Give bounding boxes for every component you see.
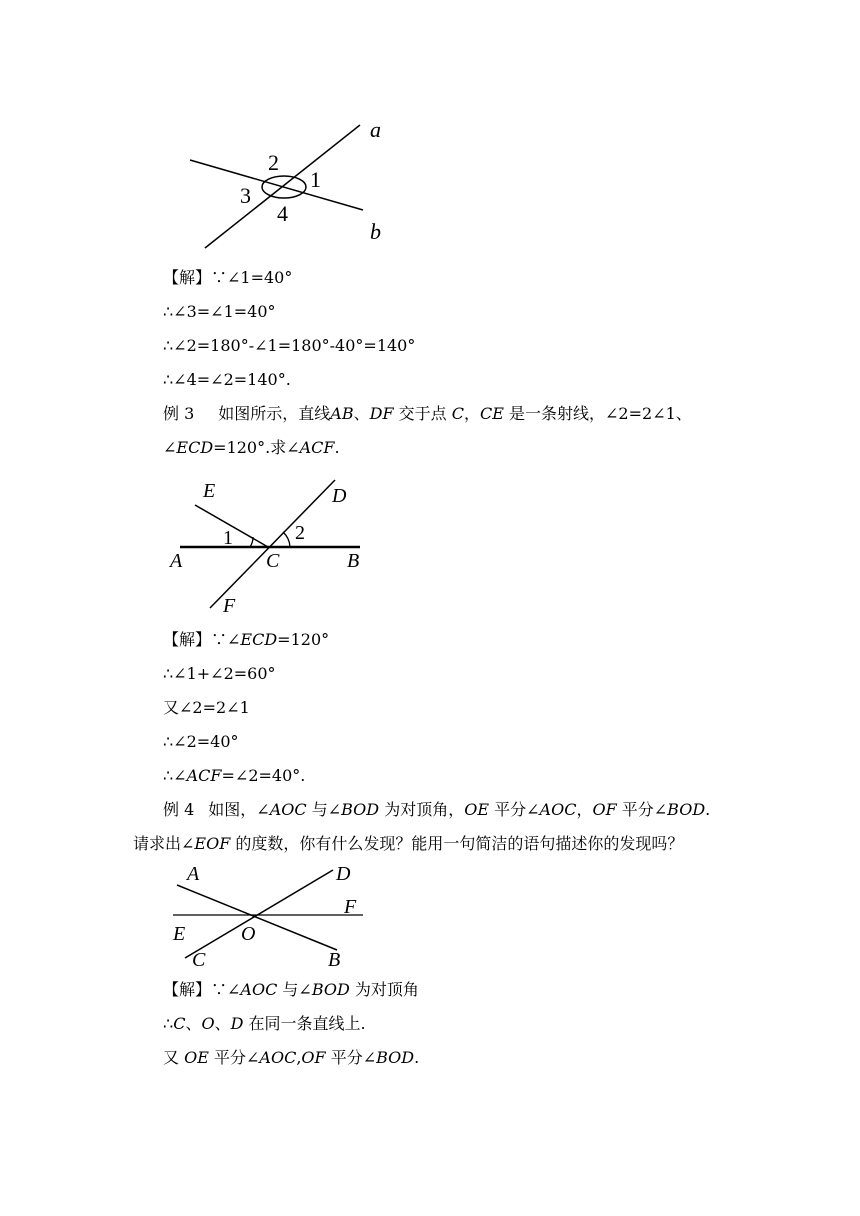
label-A: A [187,863,200,885]
text: . [414,1048,420,1067]
text: AB [330,404,354,423]
text: ACF [299,438,335,457]
text: 、 [185,1014,202,1033]
text: ECD [240,630,278,649]
text: 是一条射线，∠2=2∠1、 [503,404,692,423]
text: 又 [163,1048,185,1067]
label-C: C [192,949,206,971]
text: BOD [311,980,350,999]
label-3: 3 [240,183,251,208]
text: 为对顶角 [349,980,419,999]
label-4: 4 [277,201,288,226]
text: 【解】∵∠ [163,630,241,649]
text: EOF [194,834,231,853]
ex3-question-line-2 [163,438,340,458]
text: OF [592,800,617,819]
label-1: 1 [223,527,233,549]
label-D: D [336,863,351,885]
label-B: B [347,550,360,572]
ex4-solution-line-2 [163,1014,366,1034]
ex4-solution-line-3 [163,1048,419,1068]
label-A: A [170,550,183,572]
label-O: O [241,923,256,945]
label-B: B [328,949,341,971]
text: 平分∠ [208,1048,260,1067]
text: 、 [353,404,370,423]
text: BOD [341,800,380,819]
text: ∴∠ [163,766,187,785]
text: 平分∠ [616,800,668,819]
text: AOC [259,1048,297,1067]
text: ECD [176,438,214,457]
ex4-solution-line-1 [163,980,419,1000]
text: , [296,1048,302,1067]
angle-1-arc [250,537,253,547]
label-1: 1 [310,167,321,192]
text: 如图，∠ [208,800,270,819]
text: D [230,1014,244,1033]
label-b: b [370,219,381,244]
label-F: F [344,896,357,918]
text: 请求出∠ [133,834,195,853]
text: AOC [240,980,278,999]
text: CE [480,404,504,423]
text: ACF [186,766,222,785]
text: DF [369,404,394,423]
text: =120° [277,630,330,649]
ex2-solution-line-3: ∴∠2=180°-∠1=180°-40°=140° [163,336,416,355]
text: ， [464,404,481,423]
text: AOC [269,800,307,819]
text: 【解】∵∠ [163,980,241,999]
text: 如图所示，直线 [218,404,331,423]
label-C: C [266,550,280,572]
text: BOD [667,800,706,819]
ex4-question-line-1 [163,800,710,820]
ex3-solution-line-5 [163,766,305,786]
text: ∠ [163,438,177,457]
label-E: E [173,923,186,945]
text: . [334,438,340,457]
text: 平分∠ [489,800,540,819]
figure-2-ray-diagram [165,470,375,620]
label-E: E [203,480,216,502]
text: =120°.求∠ [213,438,300,457]
ex2-solution-line-1: 【解】∵∠1=40° [163,268,293,287]
text: OE [464,800,490,819]
text: AOC [539,800,577,819]
text: 与∠ [277,980,312,999]
text: =∠2=40°. [221,766,306,785]
angle-2-arc [283,532,290,547]
text: BOD [376,1048,415,1067]
figure-3-vertical-angles [165,858,375,973]
ex2-solution-line-4: ∴∠4=∠2=140°. [163,370,291,389]
label-a: a [370,117,381,142]
text: C [173,1014,186,1033]
text: ， [576,800,593,819]
ex3-solution-line-3: 又∠2=2∠1 [163,698,250,717]
ex2-solution-line-2: ∴∠3=∠1=40° [163,302,276,321]
text: 平分∠ [325,1048,377,1067]
label-D: D [332,485,347,507]
figure-1-intersecting-lines [170,115,400,255]
text: 的度数，你有什么发现？能用一句简洁的语句描述你的发现吗？ [230,834,684,853]
text: 与∠ [306,800,342,819]
text: OF [301,1048,326,1067]
label-F: F [223,595,236,617]
ex3-solution-line-2: ∴∠1+∠2=60° [163,664,276,683]
text: 、 [214,1014,231,1033]
ex3-label: 例 3 [163,404,195,423]
label-2: 2 [268,150,279,175]
text: 为对顶角， [379,800,465,819]
ex4-label: 例 4 [163,800,195,819]
text: 在同一条直线上. [243,1014,366,1033]
ex4-question-line-2 [133,834,683,854]
label-2: 2 [295,522,305,544]
ex3-solution-line-4: ∴∠2=40° [163,732,239,751]
text: O [201,1014,215,1033]
ex3-solution-line-1 [163,630,329,650]
text: 交于点 [393,404,452,423]
text: C [451,404,464,423]
ex3-question-line-1 [163,404,692,424]
line-cd-diag [185,870,333,958]
text: ∴ [163,1014,174,1033]
text: . [705,800,711,819]
line-ab-diag [177,885,337,950]
text: OE [184,1048,209,1067]
